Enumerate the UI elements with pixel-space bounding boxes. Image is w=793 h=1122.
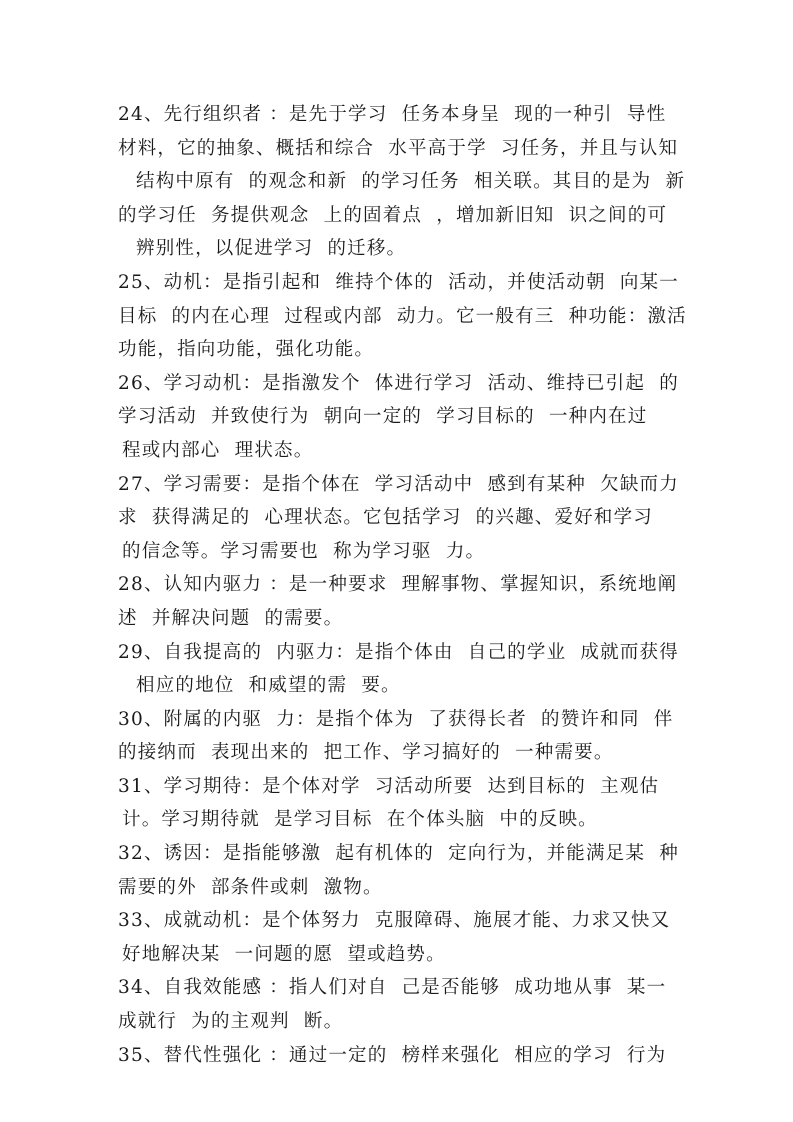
text-line: 29、自我提高的 内驱力：是指个体由 自己的学业 成就而获得: [118, 641, 679, 663]
text-line: 辨别性，以促进学习 的迁移。: [136, 238, 407, 260]
text-line: 相应的地位 和威望的需 要。: [136, 675, 401, 697]
text-line: 的学习任 务提供观念 上的固着点 ，增加新旧知 识之间的可: [118, 204, 668, 226]
text-line: 好地解决某 一问题的愿 望或趋势。: [122, 943, 446, 965]
text-line: 学习活动 并致使行为 朝向一定的 学习目标的 一种内在过: [118, 406, 648, 428]
text-line: 需要的外 部条件或刺 激物。: [118, 876, 383, 898]
text-line: 成就行 为的主观判 断。: [118, 1011, 344, 1033]
text-line: 35、替代性强化 ：通过一定的 榜样来强化 相应的学习 行为: [118, 1044, 667, 1066]
text-line: 34、自我效能感 ：指人们对自 己是否能够 成功地从事 某一: [118, 977, 667, 999]
text-line: 31、学习期待：是个体对学 习活动所要 达到目标的 主观估: [118, 775, 660, 797]
text-line: 的接纳而 表现出来的 把工作、学习搞好的 一种需要。: [118, 742, 614, 764]
document-body: [118, 98, 687, 1072]
text-line: 程或内部心 理状态。: [122, 439, 314, 461]
text-line: 25、动机：是指引起和 维持个体的 活动，并使活动朝 向某一: [118, 271, 679, 293]
text-line: 结构中原有 的观念和新 的学习任务 相关联。其目的是为 新: [136, 171, 686, 193]
text-line: 32、诱因：是指能够激 起有机体的 定向行为，并能满足某 种: [118, 843, 679, 865]
text-line: 计。学习期待就 是学习目标 在个体头脑 中的反映。: [122, 809, 598, 831]
text-line: 33、成就动机：是个体努力 克服障碍、施展才能、力求又快又: [118, 910, 671, 932]
text-line: 26、学习动机：是指激发个 体进行学习 活动、维持已引起 的: [118, 372, 679, 394]
text-line: 28、认知内驱力 ：是一种要求 理解事物、掌握知识，系统地阐: [118, 574, 678, 596]
text-line: 30、附属的内驱 力：是指个体为 了获得长者 的赞许和同 伴: [118, 708, 674, 730]
text-line: 的信念等。学习需要也 称为学习驱 力。: [122, 540, 486, 562]
text-line: 材料，它的抽象、概括和综合 水平高于学 习任务，并且与认知: [118, 137, 679, 159]
text-line: 24、先行组织者 ：是先于学习 任务本身呈 现的一种引 导性: [118, 104, 667, 125]
text-line: 功能，指向功能，强化功能。: [118, 339, 375, 361]
text-line: 求 获得满足的 心理状态。它包括学习 的兴趣、爱好和学习: [118, 507, 653, 529]
text-line: 述 并解决问题 的需要。: [118, 607, 344, 629]
text-line: 目标 的内在心理 过程或内部 动力。它一般有三 种功能：激活: [118, 305, 687, 327]
text-line: 27、学习需要：是指个体在 学习活动中 感到有某种 欠缺而力: [118, 473, 679, 495]
